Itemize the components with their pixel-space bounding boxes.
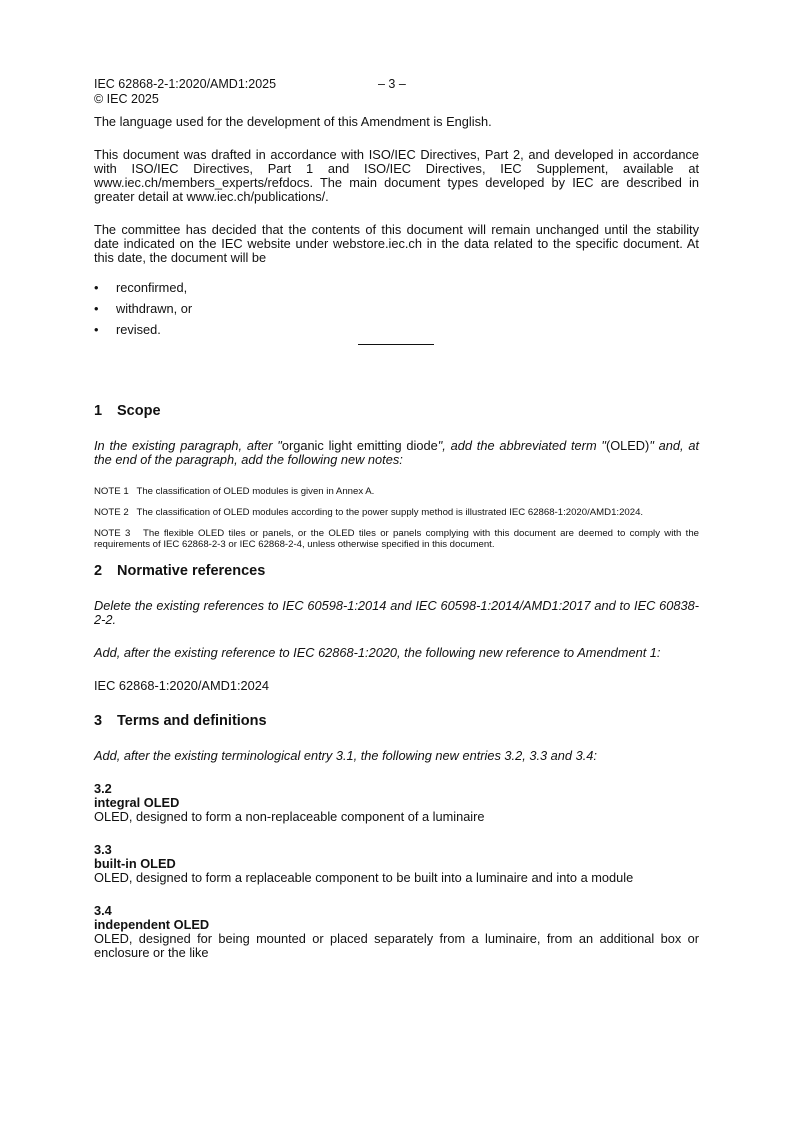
drafting-paragraph: This document was drafted in accordance with ISO/IEC Directives, Part 2, and developed in accordance with ISO/IEC Directives, Part 1 and ISO/IEC Directives, IEC Supplement, available at www.iec.ch/members_experts/refdocs. The main document types developed by IEC are described in greater detail at www.iec.ch/publications/. bbox=[94, 147, 699, 204]
list-item: • reconfirmed, bbox=[94, 280, 188, 295]
terms-instruction: Add, after the existing terminological entry 3.1, the following new entries 3.2, 3.3 and 3.4: bbox=[94, 748, 597, 763]
term-definition: OLED, designed for being mounted or placed separately from a luminaire, from an additional box or enclosure or the like bbox=[94, 931, 699, 960]
delete-references-instruction: Delete the existing references to IEC 60598-1:2014 and IEC 60598-1:2014/AMD1:2017 and to IEC 60838-2-2. bbox=[94, 598, 699, 627]
add-reference-instruction: Add, after the existing reference to IEC 62868-1:2020, the following new reference to Amendment 1: bbox=[94, 645, 661, 660]
page-number: – 3 – bbox=[378, 77, 406, 91]
section-heading-normative-references: 2 Normative references bbox=[94, 563, 266, 579]
term-definition: OLED, designed to form a replaceable component to be built into a luminaire and into a module bbox=[94, 870, 634, 885]
bullet-icon: • bbox=[94, 322, 99, 337]
status-list bbox=[94, 281, 699, 337]
committee-paragraph: The committee has decided that the contents of this document will remain unchanged until the stability date indicated on the IEC website under webstore.iec.ch in the data related to the specific document. At this date, the document will be bbox=[94, 222, 699, 265]
page-header bbox=[94, 77, 406, 107]
document-id: IEC 62868-2-1:2020/AMD1:2025 bbox=[94, 77, 277, 91]
list-item: • withdrawn, or bbox=[94, 301, 193, 316]
term-entry bbox=[94, 843, 699, 885]
term-number: 3.3 bbox=[94, 842, 112, 857]
term-definition: OLED, designed to form a non-replaceable component of a luminaire bbox=[94, 809, 485, 824]
section-heading-terms-and-definitions: 3 Terms and definitions bbox=[94, 713, 267, 729]
document-body bbox=[94, 115, 699, 960]
copyright-notice: © IEC 2025 bbox=[94, 92, 159, 106]
term-name: built-in OLED bbox=[94, 856, 176, 871]
language-statement: The language used for the development of this Amendment is English. bbox=[94, 114, 492, 129]
term-name: independent OLED bbox=[94, 917, 210, 932]
note-2: NOTE 2 The classification of OLED modules according to the power supply method is illustrated IEC 62868-1:2020/AMD1:2024. bbox=[94, 507, 644, 518]
term-entry bbox=[94, 904, 699, 960]
scope-instruction: In the existing paragraph, after "organic light emitting diode", add the abbreviated term "(OLED)" and, at the end of the paragraph, add the following new notes: bbox=[94, 438, 700, 467]
bullet-icon: • bbox=[94, 280, 99, 295]
new-reference: IEC 62868-1:2020/AMD1:2024 bbox=[94, 678, 270, 693]
separator-line bbox=[358, 344, 434, 345]
term-name: integral OLED bbox=[94, 795, 180, 810]
term-number: 3.2 bbox=[94, 781, 112, 796]
section-heading-scope: 1 Scope bbox=[94, 403, 161, 419]
term-number: 3.4 bbox=[94, 903, 112, 918]
note-3: NOTE 3 The flexible OLED tiles or panels, or the OLED tiles or panels complying with this document are deemed to comply with the requirements of IEC 62868-2-3 or IEC 62868-2-4, unless otherwise specified in this document. bbox=[94, 528, 699, 550]
list-item: • revised. bbox=[94, 322, 161, 337]
note-1: NOTE 1 The classification of OLED modules is given in Annex A. bbox=[94, 486, 375, 497]
term-entry bbox=[94, 782, 699, 824]
bullet-icon: • bbox=[94, 301, 99, 316]
